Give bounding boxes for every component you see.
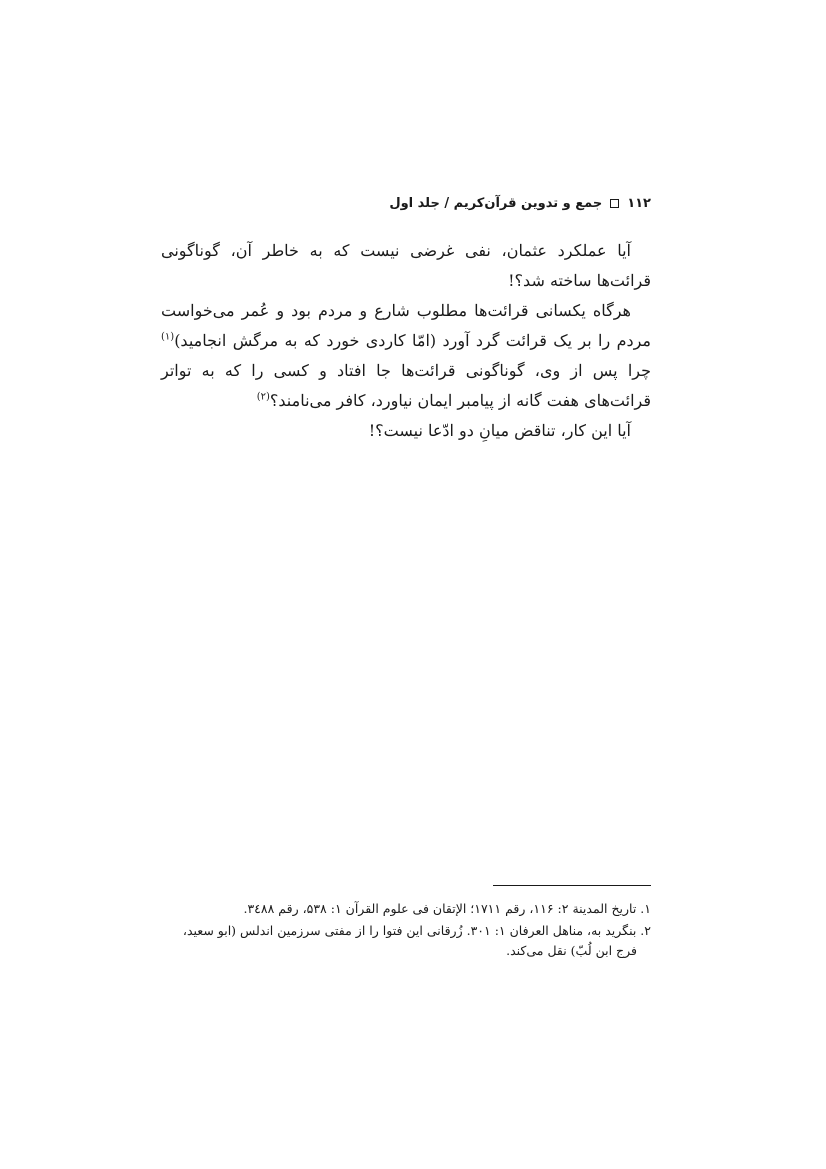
- paragraph-2: [161, 296, 651, 416]
- footnote-2: ۲. بنگرید به، مناهل العرفان ۱: ۳۰۱. زُرقانی این فتوا را از مفتی سرزمین اندلس (ابو سعید، فرج ابن لُبّ) نقل می‌کند.: [182, 923, 651, 958]
- page-number: ۱۱۲: [627, 196, 651, 211]
- paragraph-3: آیا این کار، تناقض میانِ دو ادّعا نیست؟!: [368, 421, 631, 440]
- paragraph-2-part-1: هرگاه یکسانی قرائت‌ها مطلوب شارع و مردم بود و عُمر می‌خواست مردم را بر یک قرائت گرد آورد (امّا کاردی خورد که به مرگش انجامید): [161, 301, 651, 350]
- footnote-ref-1[interactable]: (۱): [161, 331, 175, 343]
- footnote-divider: [493, 885, 651, 886]
- paragraph-1: آیا عملکرد عثمان، نفی غرضی نیست که به خاطر آن، گوناگونی قرائت‌ها ساخته شد؟!: [161, 241, 651, 290]
- footnote-1: ۱. تاریخ المدینة ۲: ۱۱۶، رقم ۱۷۱۱؛ الإتقان فی علوم القرآن ۱: ۵۳۸، رقم ۳٤۸۸.: [243, 901, 651, 916]
- footnotes: [161, 899, 651, 963]
- square-ornament-icon: [610, 199, 619, 208]
- footnote-ref-2[interactable]: (۲): [256, 391, 270, 403]
- paragraph-2-part-2: چرا پس از وی، گوناگونی قرائت‌ها جا افتاد و کسی را که به تواتر قرائت‌های هفت گانه از پیامبر ایمان نیاورد، کافر می‌نامند؟: [161, 361, 651, 410]
- running-header: [151, 196, 651, 211]
- book-title: جمع و تدوین قرآن‌کریم / جلد اول: [389, 196, 603, 211]
- main-text: [161, 236, 651, 446]
